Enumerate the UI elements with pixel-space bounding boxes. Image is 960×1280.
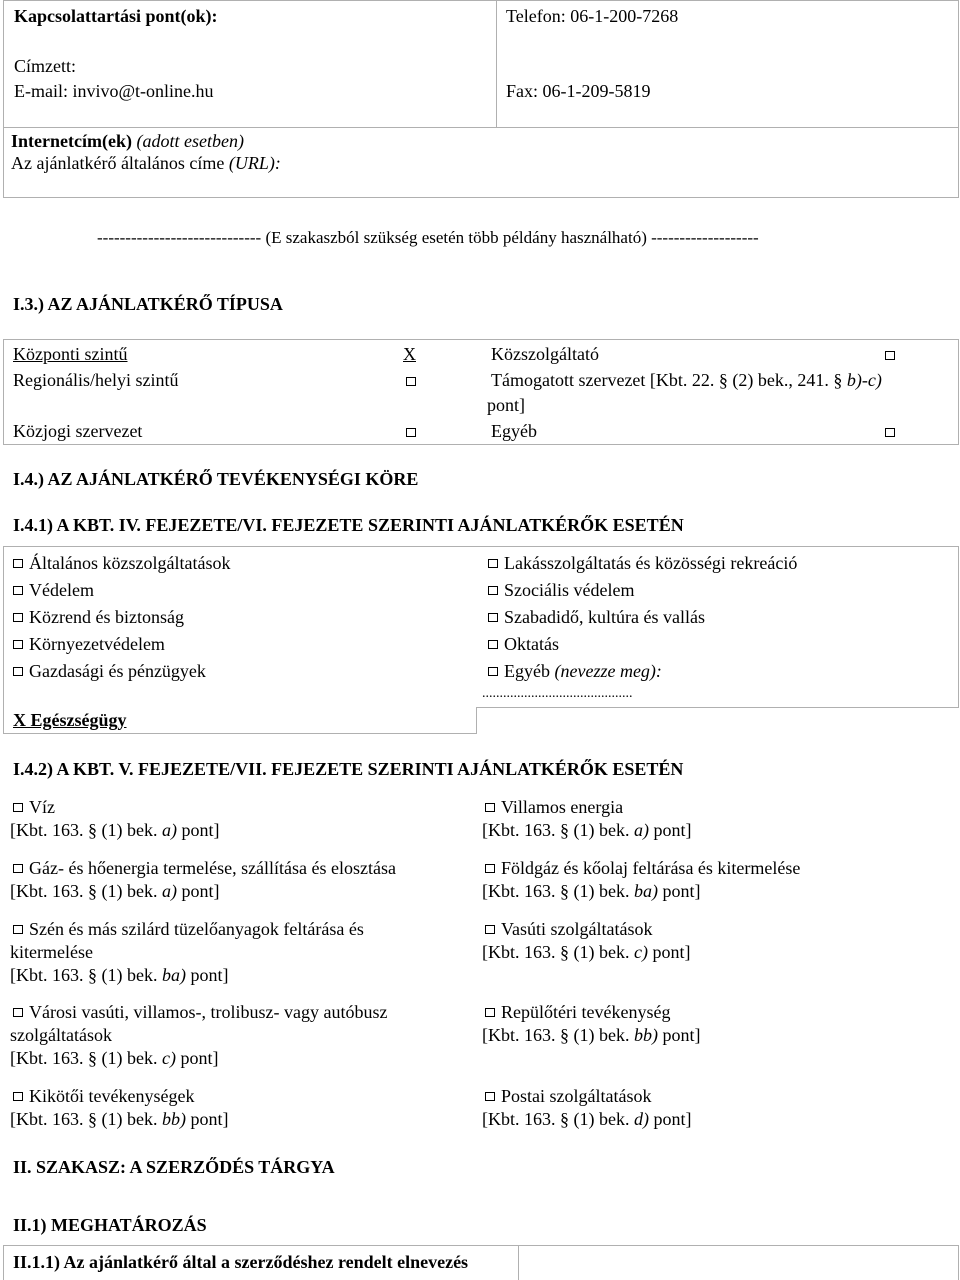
addressee-label: Címzett: — [14, 56, 76, 76]
utility-ref-mid: (1) bek. — [573, 942, 630, 962]
utility-ref-point: bb) — [633, 1025, 658, 1045]
utility-reference — [482, 880, 700, 902]
separator-dashes-left: ----------------------------- — [97, 228, 262, 247]
utility-label: Földgáz és kőolaj feltárása és kitermelése — [501, 858, 801, 878]
utility-label: Gáz- és hőenergia termelése, szállítása és elosztása — [29, 858, 396, 878]
contact-table-row-line — [3, 127, 959, 128]
activity-right-other — [488, 660, 662, 682]
utility-ref-text: [Kbt. 163. — [10, 1109, 84, 1129]
utility-ref-point: a) — [161, 881, 177, 901]
type-central-label: Központi szintű — [13, 344, 128, 364]
utility-left-3-line — [13, 1001, 387, 1023]
utility-label: szolgáltatások — [10, 1025, 112, 1045]
email-address: E-mail: invivo@t-online.hu — [14, 81, 214, 101]
utility-checkbox[interactable] — [485, 925, 495, 934]
utility-right-0-line — [485, 796, 623, 818]
utility-label: Kikötői tevékenységek — [29, 1086, 195, 1106]
utility-ref-mid: (1) bek. — [573, 1025, 630, 1045]
utility-label: Városi vasúti, villamos-, trolibusz- vagy autóbusz — [29, 1002, 388, 1022]
activity-label: Környezetvédelem — [29, 634, 165, 654]
fax-number: Fax: 06-1-209-5819 — [506, 81, 651, 101]
utility-left-2-line — [13, 918, 364, 940]
activity-label-em: (nevezze meg): — [554, 661, 662, 681]
paragraph-sign: § — [560, 1025, 569, 1045]
activity-label: Gazdasági és pénzügyek — [29, 661, 206, 681]
activity-checkbox[interactable] — [13, 559, 23, 568]
utility-ref-text: [Kbt. 163. — [482, 1025, 556, 1045]
utility-label: kitermelése — [10, 942, 93, 962]
type-public-service-label: Közszolgáltató — [491, 344, 599, 364]
utility-reference — [10, 1047, 218, 1069]
utility-reference — [10, 1108, 228, 1130]
utility-ref-text: [Kbt. 163. — [482, 942, 556, 962]
activity-other-dots[interactable]: ........................................... — [482, 686, 633, 701]
internet-address-label — [11, 131, 244, 152]
activity-checkbox[interactable] — [13, 640, 23, 649]
activity-label: Általános közszolgáltatások — [29, 553, 231, 573]
utility-label: Villamos energia — [501, 797, 624, 817]
type-supported-text: Támogatott szervezet [Kbt. 22. — [491, 370, 715, 390]
utility-right-1-line — [485, 857, 800, 879]
utility-ref-tail: pont] — [190, 965, 229, 985]
utility-right-2-line — [485, 918, 652, 940]
paragraph-sign: § — [88, 1048, 97, 1068]
activity-checkbox[interactable] — [13, 667, 23, 676]
utility-checkbox[interactable] — [13, 864, 23, 873]
utility-ref-mid: (1) bek. — [573, 820, 630, 840]
utility-label: Víz — [29, 797, 55, 817]
activity-checkbox[interactable] — [13, 586, 23, 595]
utility-ref-point: a) — [633, 820, 649, 840]
utility-right-3-line — [485, 1001, 670, 1023]
utility-ref-mid: (1) bek. — [573, 1109, 630, 1129]
paragraph-sign: § — [88, 965, 97, 985]
utility-ref-point: bb) — [161, 1109, 186, 1129]
separator-text: (E szakaszból szükség esetén több példány használható) — [265, 228, 647, 247]
internet-hint: (adott esetben) — [136, 131, 244, 151]
utility-ref-text: [Kbt. 163. — [10, 965, 84, 985]
activity-checkbox[interactable] — [13, 613, 23, 622]
contact-points-label: Kapcsolattartási pont(ok): — [14, 6, 218, 26]
type-other-checkbox[interactable] — [885, 428, 895, 437]
utility-left-2-line — [10, 941, 93, 963]
activity-right-3 — [488, 633, 559, 655]
utility-ref-mid: (1) bek. — [101, 1048, 158, 1068]
section-i41-heading: I.4.1) A KBT. IV. FEJEZETE/VI. FEJEZETE SZERINTI AJÁNLATKÉRŐK ESETÉN — [13, 515, 684, 535]
type-regional-checkbox[interactable] — [406, 377, 416, 386]
section-ii-heading: II. SZAKASZ: A SZERZŐDÉS TÁRGYA — [13, 1157, 335, 1177]
activity-label: Szabadidő, kultúra és vallás — [504, 607, 705, 627]
utility-reference — [10, 819, 219, 841]
utility-reference — [10, 964, 228, 986]
utility-reference — [482, 1024, 700, 1046]
type-regional-label: Regionális/helyi szintű — [13, 370, 179, 390]
utility-ref-tail: pont] — [181, 881, 220, 901]
utility-reference — [482, 941, 690, 963]
utility-label: Postai szolgáltatások — [501, 1086, 652, 1106]
utility-label: Repülőtéri tevékenység — [501, 1002, 671, 1022]
section-i3-heading: I.3.) AZ AJÁNLATKÉRŐ TÍPUSA — [13, 294, 283, 314]
activity-left-4 — [13, 660, 206, 682]
url-label-em: (URL): — [228, 153, 281, 173]
utility-ref-tail: pont] — [662, 881, 701, 901]
utility-label: Vasúti szolgáltatások — [501, 919, 653, 939]
type-other-label: Egyéb — [491, 421, 537, 441]
utility-ref-text: [Kbt. 163. — [10, 1048, 84, 1068]
activity-table-top — [3, 546, 959, 547]
utility-ref-mid: (1) bek. — [573, 881, 630, 901]
paragraph-sign: § — [560, 881, 569, 901]
activity-label: Közrend és biztonság — [29, 607, 184, 627]
utility-ref-text: [Kbt. 163. — [10, 881, 84, 901]
type-public-service-checkbox[interactable] — [885, 351, 895, 360]
utility-ref-text: [Kbt. 163. — [482, 820, 556, 840]
type-supported-label — [491, 370, 882, 391]
utility-checkbox[interactable] — [485, 1008, 495, 1017]
separator-dashes-right: ------------------- — [651, 228, 759, 247]
utility-reference — [10, 880, 219, 902]
type-public-law-checkbox[interactable] — [406, 428, 416, 437]
utility-ref-point: c) — [633, 942, 648, 962]
paragraph-sign: § — [560, 942, 569, 962]
section-i4-heading: I.4.) AZ AJÁNLATKÉRŐ TEVÉKENYSÉGI KÖRE — [13, 469, 419, 489]
utility-ref-mid: (1) bek. — [101, 965, 158, 985]
utility-checkbox[interactable] — [485, 803, 495, 812]
utility-ref-tail: pont] — [190, 1109, 229, 1129]
utility-ref-mid: (1) bek. — [101, 881, 158, 901]
utility-ref-tail: pont] — [662, 1025, 701, 1045]
activity-table-left — [3, 546, 4, 734]
activity-left-2 — [13, 606, 184, 628]
activity-left-1 — [13, 579, 94, 601]
paragraph-sign: § — [88, 820, 97, 840]
utility-checkbox[interactable] — [485, 1092, 495, 1101]
utility-ref-point: a) — [161, 820, 177, 840]
activity-table-bottom-left — [3, 733, 477, 734]
url-label — [11, 153, 281, 174]
utility-ref-tail: pont] — [181, 820, 220, 840]
activity-checkbox[interactable] — [488, 613, 498, 622]
paragraph-sign: § — [88, 1109, 97, 1129]
section-i42-heading: I.4.2) A KBT. V. FEJEZETE/VII. FEJEZETE SZERINTI AJÁNLATKÉRŐK ESETÉN — [13, 759, 684, 779]
phone-number: Telefon: 06-1-200-7268 — [506, 6, 679, 26]
utility-ref-tail: pont] — [653, 1109, 692, 1129]
activity-label: Szociális védelem — [504, 580, 635, 600]
activity-table-right — [958, 546, 959, 708]
utility-ref-point: ba) — [161, 965, 186, 985]
utility-ref-tail: pont] — [652, 942, 691, 962]
activity-label: Oktatás — [504, 634, 559, 654]
utility-left-3-line — [10, 1024, 112, 1046]
type-supported-em: b)-c) — [846, 370, 882, 390]
utility-ref-point: c) — [161, 1048, 176, 1068]
utility-left-1-line — [13, 857, 396, 879]
utility-ref-tail: pont] — [180, 1048, 219, 1068]
activity-right-0 — [488, 552, 797, 574]
activity-checkbox[interactable] — [488, 559, 498, 568]
activity-checkbox[interactable] — [488, 640, 498, 649]
utility-ref-tail: pont] — [653, 820, 692, 840]
type-public-law-label: Közjogi szervezet — [13, 421, 143, 441]
utility-ref-mid: (1) bek. — [101, 820, 158, 840]
activity-right-1 — [488, 579, 634, 601]
type-central-mark: X — [403, 344, 416, 364]
paragraph-sign: § — [833, 370, 843, 390]
section-ii1-heading: II.1) MEGHATÁROZÁS — [13, 1215, 207, 1235]
activity-label: Védelem — [29, 580, 94, 600]
utility-left-4-line — [13, 1085, 194, 1107]
utility-reference — [482, 819, 691, 841]
activity-right-2 — [488, 606, 705, 628]
utility-checkbox[interactable] — [13, 1008, 23, 1017]
utility-reference — [482, 1108, 691, 1130]
type-supported-mid: (2) bek., 241. — [732, 370, 829, 390]
activity-health-selected: X Egészségügy — [13, 710, 127, 730]
paragraph-sign: § — [560, 1109, 569, 1129]
activity-label: Lakásszolgáltatás és közösségi rekreáció — [504, 553, 798, 573]
utility-ref-text: [Kbt. 163. — [482, 1109, 556, 1129]
utility-ref-mid: (1) bek. — [101, 1109, 158, 1129]
utility-checkbox[interactable] — [13, 925, 23, 934]
activity-checkbox[interactable] — [488, 667, 498, 676]
paragraph-sign: § — [560, 820, 569, 840]
utility-label: Szén és más szilárd tüzelőanyagok feltárása és — [29, 919, 364, 939]
utility-checkbox[interactable] — [485, 864, 495, 873]
utility-checkbox[interactable] — [13, 1092, 23, 1101]
utility-ref-text: [Kbt. 163. — [10, 820, 84, 840]
type-supported-tail: pont] — [487, 395, 525, 415]
utility-checkbox[interactable] — [13, 803, 23, 812]
internet-label: Internetcím(ek) — [11, 131, 132, 151]
activity-left-0 — [13, 552, 230, 574]
activity-left-3 — [13, 633, 165, 655]
activity-checkbox[interactable] — [488, 586, 498, 595]
paragraph-sign: § — [88, 881, 97, 901]
contact-table-divider — [496, 0, 497, 127]
utility-left-0-line — [13, 796, 55, 818]
contract-name-divider — [518, 1245, 519, 1280]
activity-table-bottom-right — [476, 707, 959, 708]
utility-ref-text: [Kbt. 163. — [482, 881, 556, 901]
section-separator — [97, 228, 759, 248]
utility-ref-point: d) — [633, 1109, 649, 1129]
section-ii11-heading: II.1.1) Az ajánlatkérő által a szerződéshez rendelt elnevezés — [13, 1252, 469, 1272]
activity-table-divider — [476, 707, 477, 734]
contracting-type-table — [3, 339, 959, 445]
utility-right-4-line — [485, 1085, 651, 1107]
url-label-text: Az ajánlatkérő általános címe — [11, 153, 225, 173]
utility-ref-point: ba) — [633, 881, 658, 901]
activity-label: Egyéb — [504, 661, 550, 681]
paragraph-sign: § — [718, 370, 728, 390]
